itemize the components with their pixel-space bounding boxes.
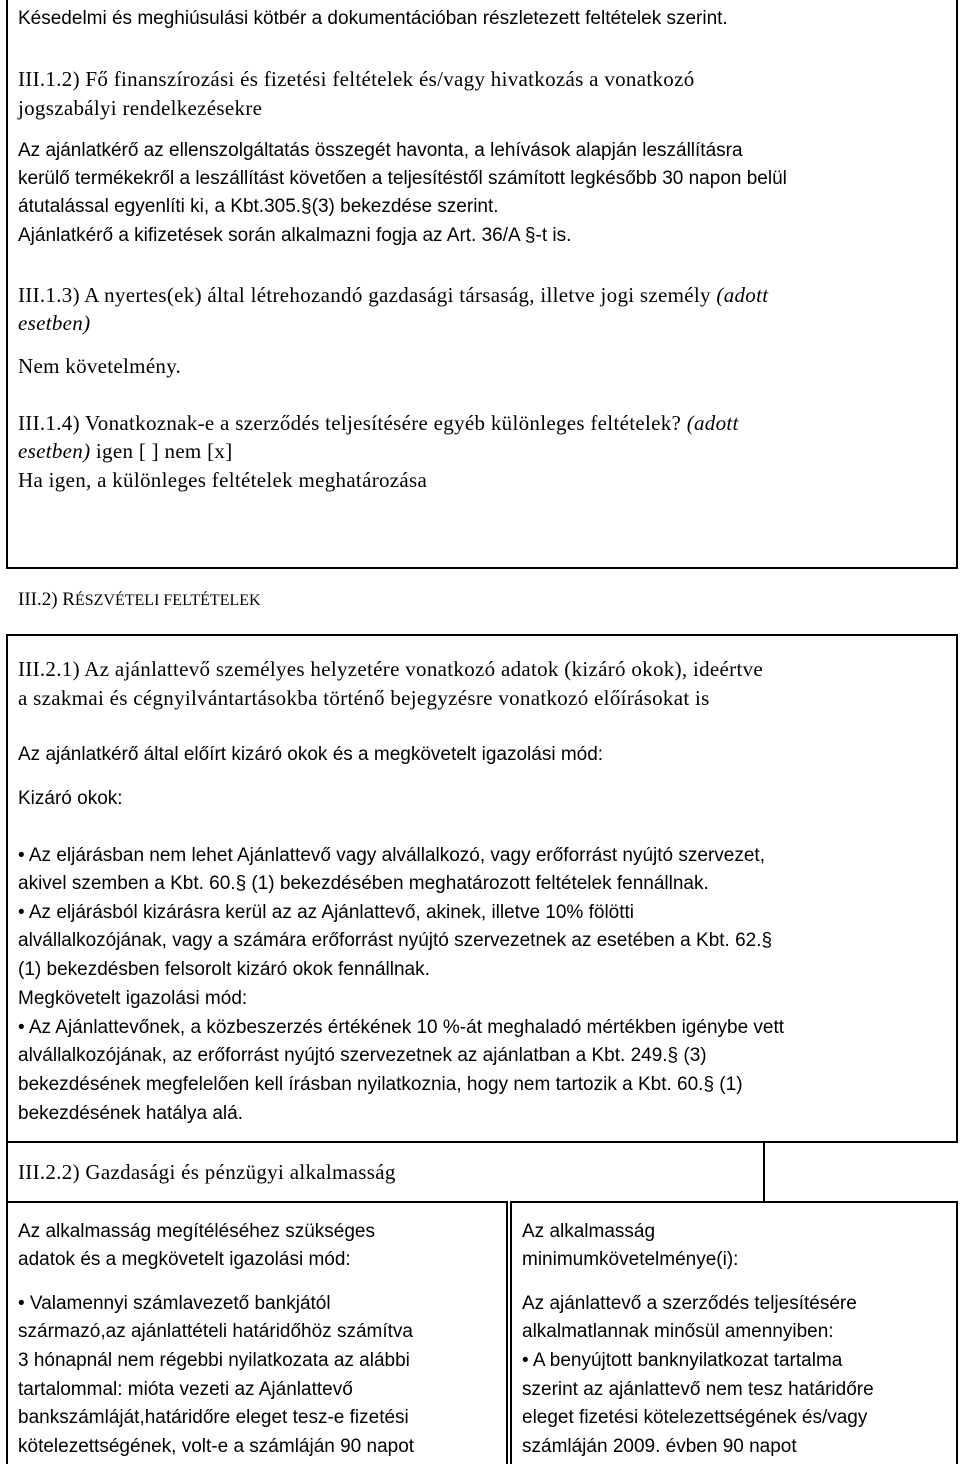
heading-iii-1-2-line2: jogszabályi rendelkezésekre [18, 96, 263, 120]
payment-text-line4: Ajánlatkérő a kifizetések során alkalmazni fogja az Art. 36/A §-t is. [18, 225, 572, 246]
heading-iii-2 [18, 590, 261, 609]
right-line2: minimumkövetelménye(i): [522, 1249, 739, 1270]
right-line3: Az ajánlattevő a szerződés teljesítésére [522, 1293, 857, 1314]
right-line7: eleget fizetési kötelezettségének és/vagy [522, 1407, 868, 1428]
heading-iii-1-3-line2 [18, 313, 90, 334]
heading-iii-2-2: III.2.2) Gazdasági és pénzügyi alkalmasság [18, 1160, 396, 1184]
heading-iii-2-prefix: III.2) R [18, 589, 75, 610]
proof-line4: bekezdésének hatálya alá. [18, 1103, 243, 1124]
payment-text-line1: Az ajánlatkérő az ellenszolgáltatás összegét havonta, a lehívások alapján leszállításra [18, 140, 743, 161]
heading-iii-1-4-note2: esetben) [18, 439, 91, 463]
payment-text-line3: átutalással egyenlíti ki, a Kbt.305.§(3) bekezdése szerint. [18, 196, 499, 217]
right-line6: szerint az ajánlattevő nem tesz határidőre [522, 1379, 874, 1400]
heading-iii-1-3-note1: (adott [716, 283, 769, 307]
exclusion-line1: • Az eljárásban nem lehet Ajánlattevő vagy alvállalkozó, vagy erőforrást nyújtó szervezet, [18, 845, 765, 866]
heading-iii-1-4-note1: (adott [686, 411, 739, 435]
left-line1: Az alkalmasság megítéléséhez szükséges [18, 1221, 375, 1242]
left-line5: 3 hónapnál nem régebbi nyilatkozata az alábbi [18, 1350, 410, 1371]
proof-line1: • Az Ajánlattevőnek, a közbeszerzés értékének 10 %-át meghaladó mértékben igénybe vett [18, 1017, 785, 1038]
heading-iii-1-3-line1 [18, 285, 768, 306]
proof-line3: bekezdésének megfelelően kell írásban nyilatkoznia, hogy nem tartozik a Kbt. 60.§ (1) [18, 1074, 743, 1095]
left-line2: adatok és a megkövetelt igazolási mód: [18, 1249, 351, 1270]
special-conditions-text: Ha igen, a különleges feltételek meghatározása [18, 468, 428, 492]
exclusion-label: Kizáró okok: [18, 788, 123, 809]
left-line6: tartalommal: mióta vezeti az Ajánlattevő [18, 1379, 353, 1400]
right-line8: számláján 2009. évben 90 napot [522, 1436, 797, 1457]
heading-iii-1-3-text: III.1.3) A nyertes(ek) által létrehozandó gazdasági társaság, illetve jogi személy [18, 283, 711, 307]
heading-iii-1-3-note2: esetben) [18, 311, 91, 335]
heading-iii-2-1-line2: a szakmai és cégnyilvántartásokba történő bejegyzésre vonatkozó előírásokat is [18, 686, 710, 710]
exclusion-intro: Az ajánlatkérő által előírt kizáró okok és a megkövetelt igazolási mód: [18, 744, 604, 765]
proof-label: Megkövetelt igazolási mód: [18, 988, 248, 1009]
heading-iii-1-4-line2 [18, 441, 233, 462]
heading-iii-2-smallcaps: ÉSZVÉTELI FELTÉTELEK [74, 592, 261, 609]
right-line1: Az alkalmasság [522, 1221, 656, 1242]
heading-iii-1-4-line1 [18, 413, 739, 434]
requirement-text: Nem követelmény. [18, 354, 182, 378]
left-line8: kötelezettségének, volt-e a számláján 90 napot [18, 1436, 415, 1457]
top-text: Késedelmi és meghiúsulási kötbér a dokumentációban részletezett feltételek szerint. [18, 8, 728, 29]
left-line3: • Valamennyi számlavezető bankjától [18, 1293, 331, 1314]
left-line4: származó,az ajánlattételi határidőhöz számítva [18, 1321, 413, 1342]
exclusion-line2: akivel szemben a Kbt. 60.§ (1) bekezdésében meghatározott feltételek fennállnak. [18, 873, 709, 894]
left-line7: bankszámláját,határidőre eleget tesz-e fizetési [18, 1407, 409, 1428]
right-line5: • A benyújtott banknyilatkozat tartalma [522, 1350, 843, 1371]
heading-iii-1-4-text: III.1.4) Vonatkoznak-e a szerződés teljesítésére egyéb különleges feltételek? [18, 411, 682, 435]
exclusion-line4: alvállalkozójának, vagy a számára erőforrást nyújtó szervezetnek az esetében a Kbt. 62.§ [18, 930, 773, 951]
exclusion-line5: (1) bekezdésben felsorolt kizáró okok fennállnak. [18, 959, 430, 980]
heading-iii-2-1-line1: III.2.1) Az ajánlattevő személyes helyzetére vonatkozó adatok (kizáró okok), ideértve [18, 657, 764, 681]
heading-iii-1-2-line1: III.1.2) Fő finanszírozási és fizetési feltételek és/vagy hivatkozás a vonatkozó [18, 67, 695, 91]
proof-line2: alvállalkozójának, az erőforrást nyújtó szervezetnek az ajánlatban a Kbt. 249.§ (3) [18, 1045, 707, 1066]
yes-no-choice: igen [ ] nem [x] [90, 439, 233, 463]
payment-text-line2: kerülő termékekről a leszállítást követően a teljesítéstől számított legkésőbb 30 napon belül [18, 168, 787, 189]
exclusion-line3: • Az eljárásból kizárásra kerül az az Ajánlattevő, akinek, illetve 10% fölötti [18, 902, 635, 923]
right-line4: alkalmatlannak minősül amennyiben: [522, 1321, 834, 1342]
